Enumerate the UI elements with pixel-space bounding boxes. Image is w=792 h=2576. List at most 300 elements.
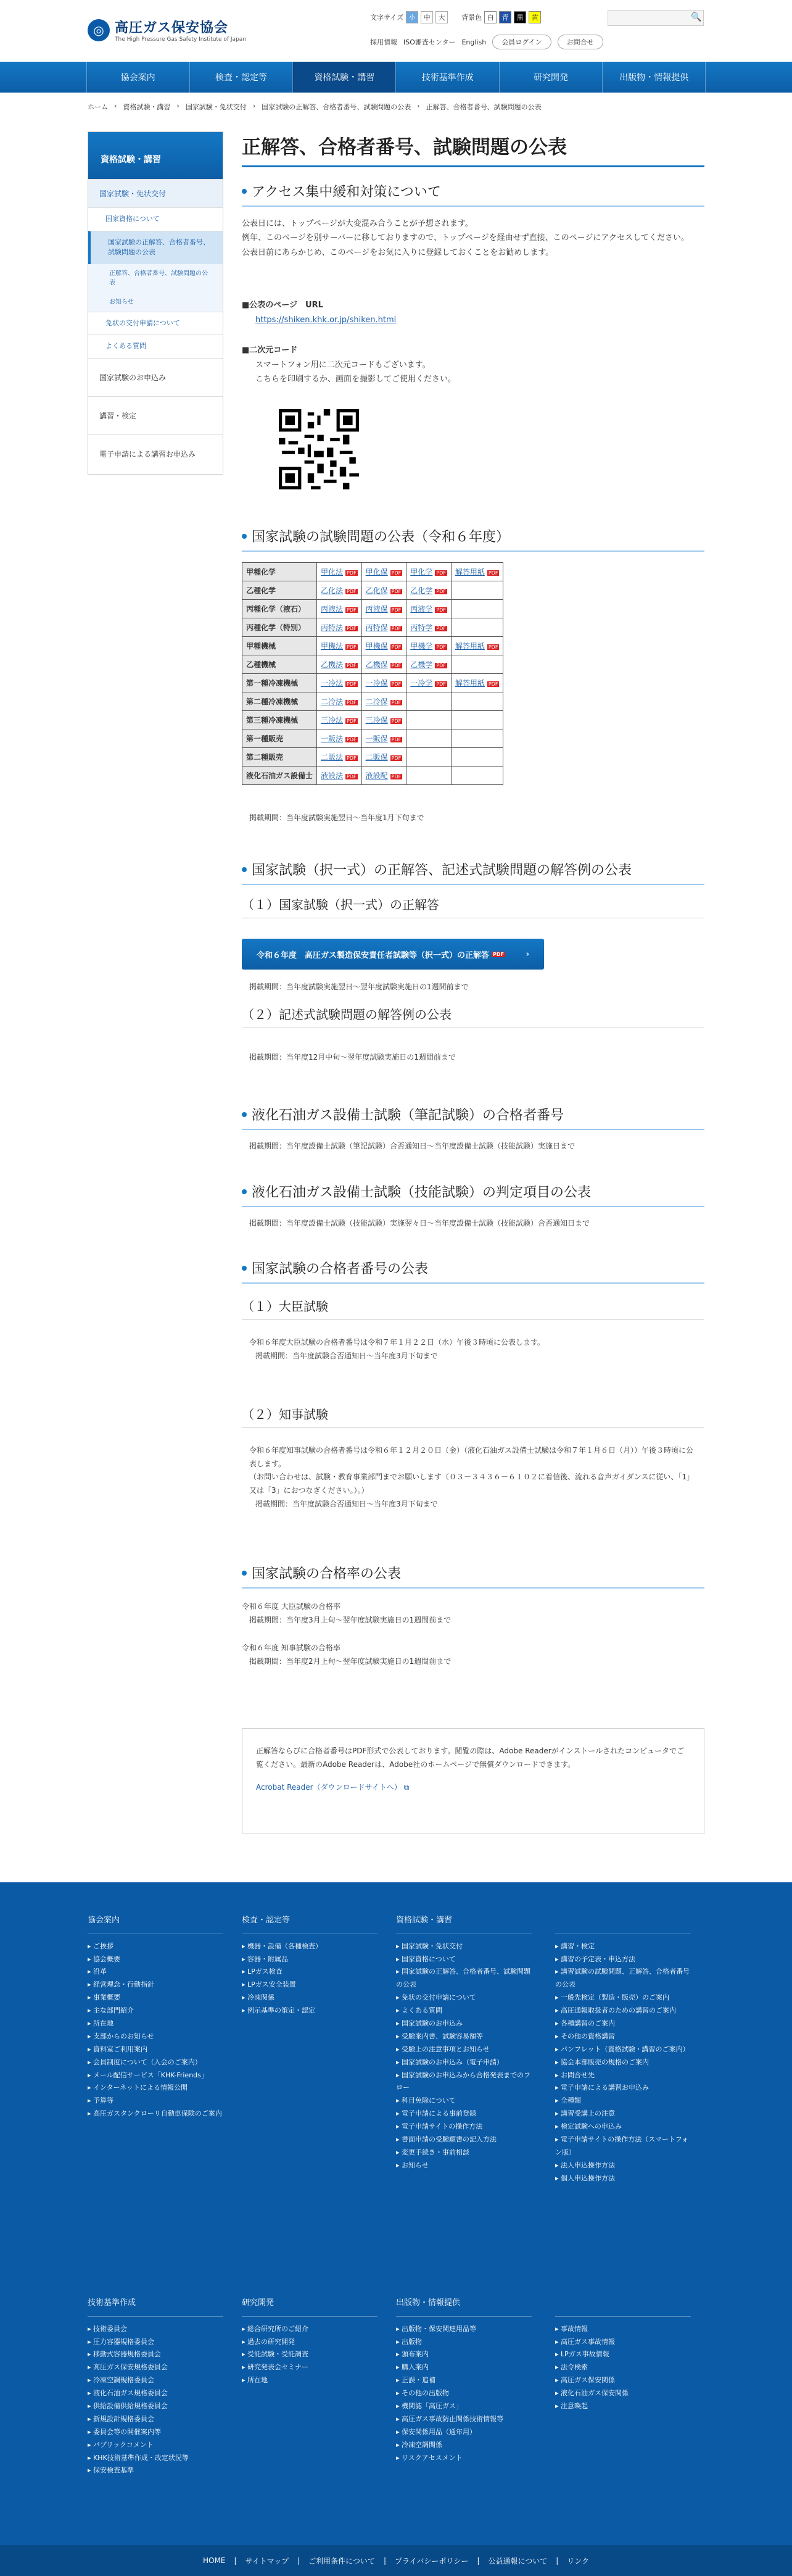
footer-link[interactable]: ▸ 高圧通報取扱者のための講習のご案内	[555, 2005, 691, 2017]
gnav-inspection[interactable]: 検査・認定等	[189, 62, 292, 93]
footer-link[interactable]: ▸ 機関誌「高圧ガス」	[396, 2400, 532, 2413]
separator: |	[297, 2556, 300, 2565]
footer-link[interactable]: ▸ 電子申請サイトの操作方法	[396, 2121, 532, 2134]
sidebar-item-faq[interactable]: よくある質問	[88, 334, 223, 358]
table-row	[242, 729, 503, 748]
footer-link[interactable]: ▸ 正誤・追補	[396, 2374, 532, 2387]
table-cell	[406, 655, 452, 674]
link-english[interactable]: English	[461, 38, 487, 46]
footer-column	[242, 2296, 377, 2387]
footer-link[interactable]: ▸ 変更手続き・事前相談	[396, 2146, 532, 2159]
question-pdf-link[interactable]: 乙化学	[410, 586, 433, 595]
footer-link[interactable]: ▸ お知らせ	[396, 2159, 532, 2172]
shiken-url-link[interactable]: https://shiken.khk.or.jp/shiken.html	[255, 315, 397, 325]
question-pdf-link[interactable]: 甲化法	[321, 568, 344, 576]
footer-link[interactable]: ▸ 注意喚起	[555, 2400, 691, 2413]
footer-link[interactable]: ▸ 所在地	[88, 2017, 223, 2030]
footer-link[interactable]: ▸ 支部からのお知らせ	[88, 2030, 223, 2043]
gnav-publication[interactable]: 出版物・情報提供	[602, 62, 706, 93]
footer-link[interactable]: ▸ 事故情報	[555, 2323, 691, 2336]
footer-link[interactable]: ▸ 受託試験・受託調査	[242, 2348, 377, 2361]
qr-line: こちらを印刷するか、画面を撮影してご使用ください。	[255, 375, 456, 384]
table-cell	[406, 767, 452, 785]
pdf-icon: PDF	[391, 589, 402, 594]
question-pdf-link[interactable]: 甲機保	[365, 642, 388, 650]
footer-link[interactable]: ▸ 移動式容器規格委員会	[88, 2348, 223, 2361]
question-pdf-link[interactable]: 一販保	[365, 734, 388, 743]
table-row-header: 丙種化学（液石）	[242, 600, 317, 618]
question-pdf-link[interactable]: 二冷保	[365, 697, 388, 706]
footer-link[interactable]: ▸ 出版物・保安関連用品等	[396, 2323, 532, 2336]
footer-link[interactable]: ▸ 新規設計規格委員会	[88, 2413, 223, 2426]
footer-link[interactable]: ▸ 保安関係用品（通年用）	[396, 2426, 532, 2439]
footer-link[interactable]: ▸ 講習・検定	[555, 1940, 691, 1953]
footer-link[interactable]: ▸ 所在地	[242, 2374, 377, 2387]
question-pdf-link[interactable]: 二冷法	[321, 697, 344, 706]
sidebar-item-qualifications[interactable]: 国家資格について	[88, 207, 223, 231]
answers-pdf-button[interactable]	[242, 939, 544, 970]
footer-link[interactable]: ▸ 個人申込操作方法	[555, 2172, 691, 2185]
footer-link[interactable]: ▸ ご挨拶	[88, 1940, 223, 1953]
footer-column	[555, 2296, 691, 2413]
footer-link[interactable]: ▸ 書面申請の受験願書の記入方法	[396, 2134, 532, 2146]
footer-bottom-link[interactable]: HOME	[202, 2556, 226, 2565]
breadcrumb-item[interactable]: 国家試験・免状交付	[185, 103, 247, 111]
footer-link[interactable]: ▸ 国家試験の正解答、合格者番号、試験問題の公表	[396, 1966, 532, 1992]
question-pdf-link[interactable]: 甲化保	[365, 568, 388, 576]
table-cell	[406, 729, 452, 748]
table-cell	[451, 637, 503, 655]
footer-link[interactable]: ▸ 国家試験のお申込みから合格発表までのフロー	[396, 2069, 532, 2095]
bg-white[interactable]: 白	[484, 11, 497, 23]
qr-line: スマートフォン用に二次元コードもございます。	[255, 360, 431, 370]
pdf-icon: PDF	[436, 663, 446, 668]
footer-link[interactable]: ▸ LPガス検査	[242, 1966, 377, 1979]
footer-link[interactable]: ▸ 受験案内書、試験容易額等	[396, 2030, 532, 2043]
table-cell	[361, 674, 406, 692]
footer-bottom-link[interactable]: 公益通報について	[488, 2556, 548, 2566]
table-cell	[361, 637, 406, 655]
site-footer	[0, 1882, 792, 2576]
pdf-icon: PDF	[347, 681, 357, 687]
footer-column-title: 検査・認定等	[242, 1913, 377, 1934]
footer-link[interactable]: ▸ 液化石油ガス保安関係	[555, 2387, 691, 2400]
governor-exam-text: 令和６年度知事試験の合格者番号は令和６年１２月２０日（金）（液化石油ガス設備士試験は令和７年１月６日（月））午後３時頃に公表します。	[249, 1446, 694, 1468]
footer-link[interactable]: ▸ 免状の交付申請について	[396, 1992, 532, 2005]
link-iso[interactable]: ISO審査センター	[403, 38, 456, 46]
question-pdf-link[interactable]: 甲機法	[321, 642, 344, 650]
sidebar-item-national-exam[interactable]: 国家試験・免状交付	[88, 179, 223, 207]
footer-bottom-link[interactable]: ご利用条件について	[308, 2556, 375, 2566]
footer-link[interactable]: ▸ その他の資格講習	[555, 2030, 691, 2043]
footer-column	[555, 1913, 691, 2185]
question-pdf-link[interactable]: 解答用紙	[455, 568, 485, 576]
question-pdf-link[interactable]: 液設配	[365, 771, 388, 780]
table-cell	[361, 581, 406, 600]
display-controls	[370, 11, 541, 23]
footer-link[interactable]: ▸ 予算等	[88, 2095, 223, 2108]
pdf-icon: PDF	[347, 774, 357, 779]
bg-black[interactable]: 黒	[514, 11, 526, 23]
answers-note-2: 掲載期間：当年度12月中旬～翌年度試験実施日の1週間前まで	[249, 1053, 456, 1062]
footer-column	[396, 1913, 532, 2172]
footer-link[interactable]: ▸ 冷凍空調関係	[396, 2439, 532, 2452]
table-cell	[406, 711, 452, 729]
question-pdf-link[interactable]: 一冷法	[321, 679, 344, 688]
access-line: 公表日には、トップページが大変混み合うことが予想されます。	[242, 219, 473, 228]
question-pdf-link[interactable]: 一冷保	[365, 679, 388, 688]
sidebar-item-application[interactable]: 国家試験のお申込み	[88, 358, 223, 396]
acrobat-download-link[interactable]	[256, 1781, 690, 1795]
table-cell	[317, 563, 362, 581]
footer-link[interactable]: ▸ 冷凍関係	[242, 1992, 377, 2005]
footer-link[interactable]: ▸ お問合せ先	[555, 2069, 691, 2082]
table-cell	[317, 618, 362, 637]
font-size-large[interactable]: 大	[435, 11, 448, 23]
footer-link[interactable]: ▸ 高圧ガス保安規格委員会	[88, 2361, 223, 2374]
pdf-icon: PDF	[436, 589, 446, 594]
table-cell	[406, 600, 452, 618]
sidebar-item-answers-page[interactable]: 正解答、合格者番号、試験問題の公表	[88, 264, 223, 293]
question-pdf-link[interactable]: 液設法	[321, 771, 344, 780]
footer-link[interactable]: ▸ 電子申請サイトの操作方法（スマートフォン版）	[555, 2134, 691, 2159]
footer-link[interactable]: ▸ インターネットによる情報公開	[88, 2082, 223, 2095]
governor-exam-contact: （お問い合わせは、試験・教育事業部門までお願いします（０３－３４３６－６１０２に着信後、流れる音声ガイダンスに従い、「1」又は「3」におつなぎください。）。）	[249, 1473, 695, 1495]
sidebar-item-license[interactable]: 免状の交付申請について	[88, 312, 223, 335]
separator: |	[477, 2556, 480, 2565]
khk-logo-icon: ◎	[88, 19, 110, 41]
footer-link[interactable]: ▸ 国家試験のお申込み（電子申請）	[396, 2056, 532, 2069]
footer-column	[396, 2296, 532, 2464]
external-link-icon: ⧉	[403, 1783, 410, 1792]
table-row	[242, 637, 503, 655]
gnav-exam[interactable]: 資格試験・講習	[292, 62, 395, 93]
minister-exam-text: 令和６年度大臣試験の合格者番号は令和７年１月２２日（水）午後３時頃に公表します。	[249, 1338, 545, 1347]
access-line: 公表日前にあらかじめ、このページをお気に入りに登録しておくことをお勧めします。	[242, 247, 554, 257]
footer-link[interactable]: ▸ 事業概要	[88, 1992, 223, 2005]
footer-link[interactable]: ▸ 購入案内	[396, 2361, 532, 2374]
footer-column-title: 出版物・情報提供	[396, 2296, 532, 2317]
footer-link[interactable]: ▸ 各種講習のご案内	[555, 2017, 691, 2030]
bg-blue[interactable]: 青	[499, 11, 511, 23]
table-cell	[406, 618, 452, 637]
question-pdf-link[interactable]: 二販保	[365, 753, 388, 762]
table-row	[242, 581, 503, 600]
question-pdf-link[interactable]: 丙特学	[410, 623, 433, 632]
footer-link[interactable]: ▸ 保安検査基準	[88, 2464, 223, 2477]
table-cell	[361, 692, 406, 711]
footer-link[interactable]: ▸ 資料室ご利用案内	[88, 2043, 223, 2056]
footer-bottom-link[interactable]: プライバシーポリシー	[394, 2556, 469, 2566]
question-pdf-link[interactable]: 三冷法	[321, 716, 344, 725]
footer-link[interactable]: ▸ 電子申請による事前登録	[396, 2108, 532, 2121]
subheading-minister-exam: （１）大臣試験	[242, 1297, 704, 1320]
question-pdf-link[interactable]: 解答用紙	[455, 679, 485, 688]
table-cell	[361, 563, 406, 581]
table-row-header: 第二種販売	[242, 748, 317, 767]
page-title: 正解答、合格者番号、試験問題の公表	[242, 131, 704, 167]
table-row	[242, 618, 503, 637]
search-icon[interactable]: 🔍	[691, 12, 702, 22]
table-cell	[317, 674, 362, 692]
footer-link[interactable]: ▸ 主な部門紹介	[88, 2005, 223, 2017]
question-pdf-link[interactable]: 丙液保	[365, 605, 388, 613]
footer-link[interactable]: ▸ パンフレット（資格試験・講習のご案内）	[555, 2043, 691, 2056]
footer-column-title	[555, 2296, 691, 2317]
footer-link[interactable]: ▸ 電子申請による講習お申込み	[555, 2082, 691, 2095]
table-cell	[406, 581, 452, 600]
footer-link[interactable]: ▸ 国家試験・免状交付	[396, 1940, 532, 1953]
question-pdf-link[interactable]: 丙液法	[321, 605, 344, 613]
adobe-notice-text: 正解答ならびに合格者番号はPDF形式で公表しております。閲覧の際は、Adobe Readerがインストールされたコンピュータでご覧ください。最新のAdobe Readerは、Adobe社のホームページで無償ダウンロードできます。	[256, 1747, 685, 1769]
pdf-icon: PDF	[347, 663, 357, 668]
site-logo[interactable]	[88, 17, 246, 43]
org-name-en: The High Pressure Gas Safety Institute of Japan	[115, 36, 246, 43]
footer-bottom-link[interactable]: リンク	[567, 2556, 590, 2566]
footer-link[interactable]: ▸ 技術委員会	[88, 2323, 223, 2336]
table-cell	[406, 637, 452, 655]
access-line: 例年、このページを別サーバーに移しておりますので、トップページを経由せず直接、このページにアクセスしてください。	[242, 233, 690, 243]
footer-link[interactable]: ▸ 協会概要	[88, 1953, 223, 1966]
footer-link[interactable]: ▸ 研究発表会セミナー	[242, 2361, 377, 2374]
breadcrumb-item[interactable]: ホーム	[88, 103, 108, 111]
question-pdf-link[interactable]: 丙特保	[365, 623, 388, 632]
table-row-header: 丙種化学（特別）	[242, 618, 317, 637]
separator: |	[556, 2556, 559, 2565]
section-heading-access: アクセス集中緩和対策について	[242, 181, 704, 207]
table-row-header: 乙種化学	[242, 581, 317, 600]
footer-link[interactable]: ▸ 全種類	[555, 2095, 691, 2108]
pass-rate-governor-note: 掲載期間：当年度2月上旬～翌年度試験実施日の1週間前まで	[249, 1657, 452, 1666]
table-cell	[317, 748, 362, 767]
pdf-icon: PDF	[347, 718, 357, 724]
footer-link[interactable]: ▸ 例示基準の策定・認定	[242, 2005, 377, 2017]
question-pdf-link[interactable]: 一冷学	[410, 679, 433, 688]
footer-link[interactable]: ▸ 高圧ガスタンクローリ自動車保険のご案内	[88, 2108, 223, 2121]
footer-link[interactable]: ▸ 沿革	[88, 1966, 223, 1979]
question-pdf-link[interactable]: 二販法	[321, 753, 344, 762]
footer-link[interactable]: ▸ 法人申込操作方法	[555, 2159, 691, 2172]
footer-link[interactable]: ▸ 供給設備供給規格委員会	[88, 2400, 223, 2413]
table-cell	[361, 600, 406, 618]
footer-column-title: 技術基準作成	[88, 2296, 223, 2317]
governor-exam-note: 掲載期間：当年度試験合否通知日～当年度3月下旬まで	[255, 1500, 438, 1508]
footer-link[interactable]: ▸ 会員制度について（入会のご案内）	[88, 2056, 223, 2069]
question-pdf-link[interactable]: 乙化法	[321, 586, 344, 595]
table-cell	[361, 655, 406, 674]
pdf-icon: PDF	[488, 570, 498, 576]
footer-link[interactable]: ▸ 液化石油ガス規格委員会	[88, 2387, 223, 2400]
pdf-icon: PDF	[436, 626, 446, 631]
pdf-icon: PDF	[347, 700, 357, 705]
font-size-small[interactable]: 小	[406, 11, 418, 23]
pdf-icon: PDF	[347, 755, 357, 761]
pdf-icon: PDF	[347, 626, 357, 631]
table-cell	[451, 767, 503, 785]
footer-link[interactable]: ▸ 冷凍空調規格委員会	[88, 2374, 223, 2387]
gnav-about[interactable]: 協会案内	[86, 62, 189, 93]
table-cell	[406, 563, 452, 581]
subheading-governor-exam: （２）知事試験	[242, 1405, 704, 1428]
breadcrumb-current: 正解答、合格者番号、試験問題の公表	[426, 103, 542, 111]
footer-column	[88, 1913, 223, 2121]
pass-rate-minister: 令和６年度 大臣試験の合格率	[242, 1602, 340, 1611]
table-cell	[451, 748, 503, 767]
footer-link[interactable]: ▸ 講習の予定表・申込方法	[555, 1953, 691, 1966]
gnav-research[interactable]: 研究開発	[499, 62, 602, 93]
footer-link[interactable]: ▸ 講習受講上の注意	[555, 2108, 691, 2121]
table-cell	[451, 692, 503, 711]
footer-link[interactable]: ▸ 一般先検定（製造・販売）のご案内	[555, 1992, 691, 2005]
footer-link[interactable]: ▸ 協会本部販売の規格のご案内	[555, 2056, 691, 2069]
table-cell	[406, 692, 452, 711]
footer-link[interactable]: ▸ 検定試験への申込み	[555, 2121, 691, 2134]
question-pdf-link[interactable]: 乙機学	[410, 660, 433, 669]
table-row	[242, 692, 503, 711]
table-cell	[451, 674, 503, 692]
section-heading-lpg-written: 液化石油ガス設備士試験（筆記試験）の合格者番号	[242, 1105, 704, 1130]
bg-yellow[interactable]: 黄	[529, 11, 541, 23]
search-input[interactable]	[608, 10, 704, 26]
sidebar-item-answers-publication[interactable]: 国家試験の正解答、合格者番号、試験問題の公表	[88, 231, 223, 264]
table-cell	[317, 581, 362, 600]
footer-link[interactable]: ▸ よくある質問	[396, 2005, 532, 2017]
question-pdf-link[interactable]: 一販法	[321, 734, 344, 743]
footer-link[interactable]: ▸ メール配信サービス「KHK-Friends」	[88, 2069, 223, 2082]
footer-link[interactable]: ▸ LPガス安全装置	[242, 1979, 377, 1992]
question-pdf-link[interactable]: 三冷保	[365, 716, 388, 725]
question-pdf-link[interactable]: 甲化学	[410, 568, 433, 576]
pdf-icon: PDF	[436, 681, 446, 687]
footer-link[interactable]: ▸ 頒布案内	[396, 2348, 532, 2361]
footer-link[interactable]: ▸ LPガス事故情報	[555, 2348, 691, 2361]
pdf-icon: PDF	[391, 626, 402, 631]
breadcrumb-item[interactable]: 国家試験の正解答、合格者番号、試験問題の公表	[262, 103, 411, 111]
footer-link[interactable]: ▸ 総合研究所のご紹介	[242, 2323, 377, 2336]
footer-link[interactable]: ▸ リスクアセスメント	[396, 2452, 532, 2465]
pdf-icon: PDF	[347, 607, 357, 613]
footer-link[interactable]: ▸ 講習試験の試験問題、正解答、合格者番号の公表	[555, 1966, 691, 1992]
qr-label: ■二次元コード	[242, 346, 298, 355]
table-row	[242, 563, 503, 581]
breadcrumb-item[interactable]: 資格試験・講習	[123, 103, 171, 111]
question-pdf-link[interactable]: 乙化保	[365, 586, 388, 595]
footer-link[interactable]: ▸ 出版物	[396, 2336, 532, 2349]
pdf-icon: PDF	[391, 607, 402, 613]
table-row	[242, 711, 503, 729]
footer-link[interactable]: ▸ 高圧ガス保安関係	[555, 2374, 691, 2387]
table-cell	[451, 729, 503, 748]
footer-link[interactable]: ▸ 圧力容器規格委員会	[88, 2336, 223, 2349]
footer-link[interactable]: ▸ 経営理念・行動指針	[88, 1979, 223, 1992]
footer-link[interactable]: ▸ 受験上の注意事項とお知らせ	[396, 2043, 532, 2056]
question-pdf-link[interactable]: 甲機学	[410, 642, 433, 650]
separator: |	[383, 2556, 386, 2565]
footer-link[interactable]: ▸ 委員会等の開催案内等	[88, 2426, 223, 2439]
table-row	[242, 655, 503, 674]
footer-column-title	[555, 1913, 691, 1934]
table-cell	[317, 711, 362, 729]
footer-link[interactable]: ▸ 高圧ガス事故防止関係技術情報等	[396, 2413, 532, 2426]
font-size-label: 文字サイズ	[370, 14, 404, 22]
access-text	[242, 217, 698, 260]
table-cell	[317, 655, 362, 674]
sidebar-item-e-application[interactable]: 電子申請による講習お申込み	[88, 434, 223, 474]
question-pdf-link[interactable]: 丙液学	[410, 605, 433, 613]
table-cell	[317, 692, 362, 711]
adobe-notice-box	[242, 1728, 704, 1834]
pdf-icon: PDF	[391, 718, 402, 724]
pdf-icon: PDF	[493, 951, 504, 957]
sidebar-item-training[interactable]: 講習・検定	[88, 396, 223, 434]
pdf-icon: PDF	[347, 737, 357, 742]
table-cell	[451, 618, 503, 637]
table-row-header: 第二種冷凍機械	[242, 692, 317, 711]
footer-link[interactable]: ▸ 国家資格について	[396, 1953, 532, 1966]
pdf-icon: PDF	[391, 774, 402, 779]
table-row-header: 液化石油ガス設備士	[242, 767, 317, 785]
footer-link[interactable]: ▸ パブリックコメント	[88, 2439, 223, 2452]
footer-link[interactable]: ▸ 法令検索	[555, 2361, 691, 2374]
table-cell	[451, 563, 503, 581]
lpg-written-note: 掲載期間：当年度設備士試験（筆記試験）合否通知日～当年度設備士試験（技能試験）実施日まで	[249, 1142, 575, 1150]
pdf-icon: PDF	[391, 681, 402, 687]
footer-link[interactable]: ▸ 過去の研究開発	[242, 2336, 377, 2349]
contact-button[interactable]: お問合せ	[558, 35, 603, 49]
footer-column-title: 協会案内	[88, 1913, 223, 1934]
footer-column-title: 資格試験・講習	[396, 1913, 532, 1934]
answers-pdf-button-label: 令和６年度 高圧ガス製造保安責任者試験等（択一式）の正解答	[257, 950, 490, 960]
table-row-header: 乙種機械	[242, 655, 317, 674]
link-recruit[interactable]: 採用情報	[370, 38, 397, 46]
font-size-medium[interactable]: 中	[421, 11, 433, 23]
footer-link[interactable]: ▸ 科目免除について	[396, 2095, 532, 2108]
pdf-icon: PDF	[347, 570, 357, 576]
table-row-header: 第一種販売	[242, 729, 317, 748]
pdf-icon: PDF	[391, 755, 402, 761]
subheading-answers-2: （２）記述式試験問題の解答例の公表	[242, 1005, 704, 1028]
footer-link[interactable]: ▸ 高圧ガス事故情報	[555, 2336, 691, 2349]
question-pdf-link[interactable]: 乙機保	[365, 660, 388, 669]
table-row	[242, 767, 503, 785]
login-button[interactable]: 会員ログイン	[492, 35, 551, 49]
footer-link[interactable]: ▸ 機器・設備（各種検査）	[242, 1940, 377, 1953]
sidebar-item-news[interactable]: お知らせ	[88, 293, 223, 312]
question-pdf-link[interactable]: 乙機法	[321, 660, 344, 669]
footer-link[interactable]: ▸ その他の出版物	[396, 2387, 532, 2400]
table-cell	[451, 655, 503, 674]
pdf-icon: PDF	[391, 700, 402, 705]
table-row-header: 第三種冷凍機械	[242, 711, 317, 729]
header-links	[370, 35, 603, 49]
question-pdf-link[interactable]: 解答用紙	[455, 642, 485, 650]
footer-link[interactable]: ▸ 国家試験のお申込み	[396, 2017, 532, 2030]
pdf-icon: PDF	[391, 644, 402, 650]
section-heading-pass-rate: 国家試験の合格率の公表	[242, 1563, 704, 1589]
footer-link[interactable]: ▸ 容器・附属品	[242, 1953, 377, 1966]
table-cell	[451, 711, 503, 729]
gnav-standards[interactable]: 技術基準作成	[395, 62, 498, 93]
question-pdf-link[interactable]: 丙特法	[321, 623, 344, 632]
pdf-icon: PDF	[488, 644, 498, 650]
footer-column	[242, 1913, 377, 2017]
lpg-skill-note: 掲載期間：当年度設備士試験（技能試験）実施翌々日～当年度設備士試験（技能試験）合否通知日まで	[249, 1219, 590, 1228]
footer-link[interactable]: ▸ KHK技術基準作成・改定状況等	[88, 2452, 223, 2465]
minister-exam-note: 掲載期間：当年度試験合否通知日～当年度3月下旬まで	[255, 1352, 438, 1360]
table-cell	[361, 711, 406, 729]
table-cell	[317, 600, 362, 618]
footer-bottom-link[interactable]: サイトマップ	[245, 2556, 289, 2566]
